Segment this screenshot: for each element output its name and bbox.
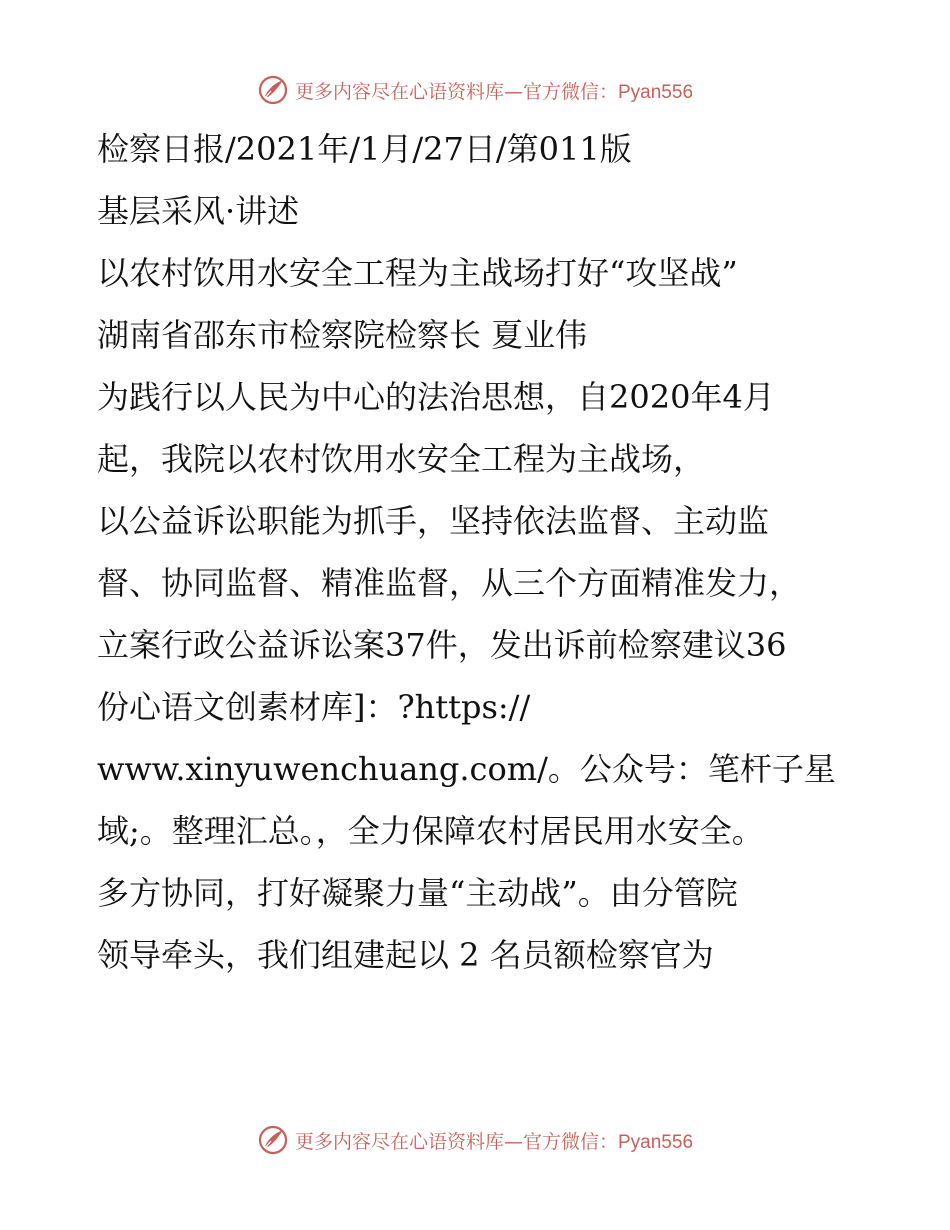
doc-line-body: 督、协同监督、精准监督，从三个方面精准发力， xyxy=(97,564,802,602)
watermark-text: 更多内容尽在心语资料库—官方微信：Pyan556 xyxy=(294,80,694,103)
doc-line-body: 起，我院以农村饮用水安全工程为主战场， xyxy=(97,440,706,478)
header-watermark xyxy=(0,70,950,110)
doc-line-title: 以农村饮用水安全工程为主战场打好“攻坚战” xyxy=(97,254,738,292)
doc-line-body: 以公益诉讼职能为抓手，坚持依法监督、主动监 xyxy=(97,502,770,540)
quill-logo-icon xyxy=(257,1124,289,1156)
watermark-wechat-id: Pyan556 xyxy=(618,1131,694,1153)
quill-logo-icon xyxy=(257,74,289,106)
doc-line-body: 为践行以人民为中心的法治思想，自2020年4月 xyxy=(97,378,775,416)
doc-line-body: www.xinyuwenchuang.com/。公众号：笔杆子星 xyxy=(97,750,836,788)
doc-line-author: 湖南省邵东市检察院检察长 夏业伟 xyxy=(97,316,588,354)
doc-line-body: 多方协同，打好凝聚力量“主动战”。由分管院 xyxy=(97,874,738,912)
watermark-wechat-id: Pyan556 xyxy=(618,81,694,103)
footer-watermark xyxy=(0,1120,950,1160)
doc-line-body: 领导牵头，我们组建起以 2 名员额检察官为 xyxy=(97,936,714,974)
doc-line-body: 立案行政公益诉讼案37件，发出诉前检察建议36 xyxy=(97,626,787,664)
document-body xyxy=(97,118,852,986)
watermark-text: 更多内容尽在心语资料库—官方微信：Pyan556 xyxy=(294,1130,694,1153)
doc-line-body: 份心语文创素材库]：?https:// xyxy=(97,688,531,726)
doc-line-body: 域;。整理汇总。，全力保障农村居民用水安全。 xyxy=(97,812,764,850)
doc-line-source: 检察日报/2021年/1月/27日/第011版 xyxy=(97,130,632,168)
doc-line-section: 基层采风·讲述 xyxy=(97,192,300,230)
